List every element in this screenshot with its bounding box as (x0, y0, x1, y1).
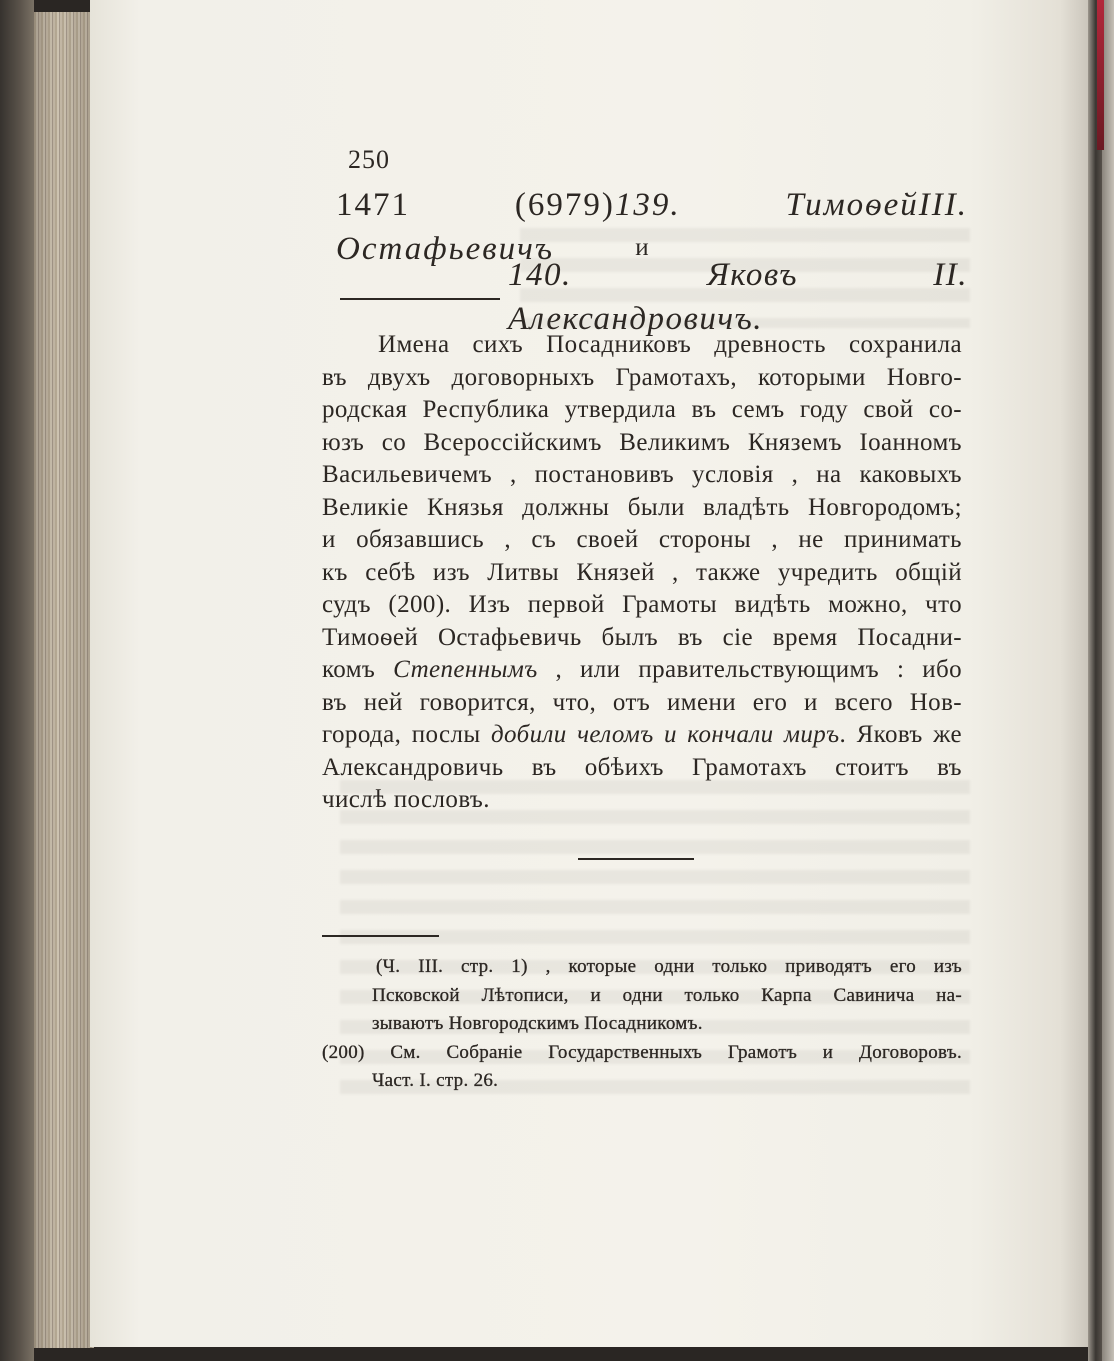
body-line: юзъ со Всероссійскимъ Великимъ Княземъ Іоанномъ (322, 428, 962, 456)
footnote-line: зываютъ Новгородскимъ Посадникомъ. (372, 1013, 703, 1034)
footnote-line: Псковской Лѣтописи, и одни только Карпа Савинича на- (372, 984, 962, 1006)
book-gutter (1088, 0, 1102, 1361)
footnote-line: Част. I. стр. 26. (372, 1070, 499, 1091)
heading-second-posadnik (340, 257, 968, 337)
page-number: 250 (348, 145, 390, 174)
footnote-separator-rule (322, 935, 439, 937)
section-end-rule (578, 858, 694, 860)
body-line: Васильевичемъ , постановивъ условія , на каковыхъ (322, 461, 962, 488)
body-paragraph (322, 329, 962, 817)
footnotes (322, 953, 962, 1096)
body-line: въ ней говорится, что, отъ имени его и всего Нов- (322, 688, 962, 716)
body-line: въ двухъ договорныхъ Грамотахъ, которыми Новго- (322, 363, 962, 391)
body-text-segment: . Яковъ же (839, 721, 963, 748)
book-edge-shadow (0, 0, 34, 1361)
body-line: родская Республика утвердила въ семъ году свой со- (322, 396, 962, 423)
heading-dash-rule (340, 298, 500, 300)
body-text-segment: комъ (322, 656, 394, 683)
footnote-line: (Ч. III. стр. 1) , которые одни только приводятъ его изъ (376, 956, 962, 977)
body-line: Великіе Князья должны были владѣть Новгородомъ; (322, 493, 962, 521)
body-line: и обязавшись , съ своей стороны , не принимать (322, 526, 962, 553)
body-line (322, 719, 962, 752)
body-italic-term: Степеннымъ (393, 656, 538, 683)
body-line: числѣ пословъ. (322, 786, 490, 813)
body-italic-quote: добили челомъ и кончали миръ (490, 721, 840, 748)
page-stack-edge (34, 12, 94, 1348)
heading-second-title: 140. Яковъ II. Александровичъ. (508, 257, 968, 337)
body-line: къ себѣ изъ Литвы Князей , также учредить общій (322, 558, 962, 586)
body-line: судъ (200). Изъ первой Грамоты видѣть можно, что (322, 591, 962, 618)
heading-first-title: 139. ТимоѳейIII. Остафьевичъ (336, 187, 968, 267)
facing-page-edge (1102, 0, 1114, 1361)
body-text-segment: , или правительствующимъ : ибо (537, 656, 962, 683)
heading-years: 1471 (6979) (336, 187, 615, 223)
red-ribbon-marker (1097, 0, 1104, 150)
body-text-segment: города, послы (322, 721, 491, 748)
body-line: Имена сихъ Посадниковъ древность сохранила (378, 331, 962, 358)
body-line: Александровичь въ обѣихъ Грамотахъ стоитъ въ (322, 753, 962, 781)
footnote-line: (200) См. Собраніе Государственныхъ Грамотъ и Договоровъ. (322, 1041, 962, 1063)
heading-conjunction: и (635, 234, 649, 261)
body-line (322, 654, 962, 687)
body-line: Тимоѳей Остафьевичь былъ въ сіе время Посадни- (322, 623, 962, 651)
